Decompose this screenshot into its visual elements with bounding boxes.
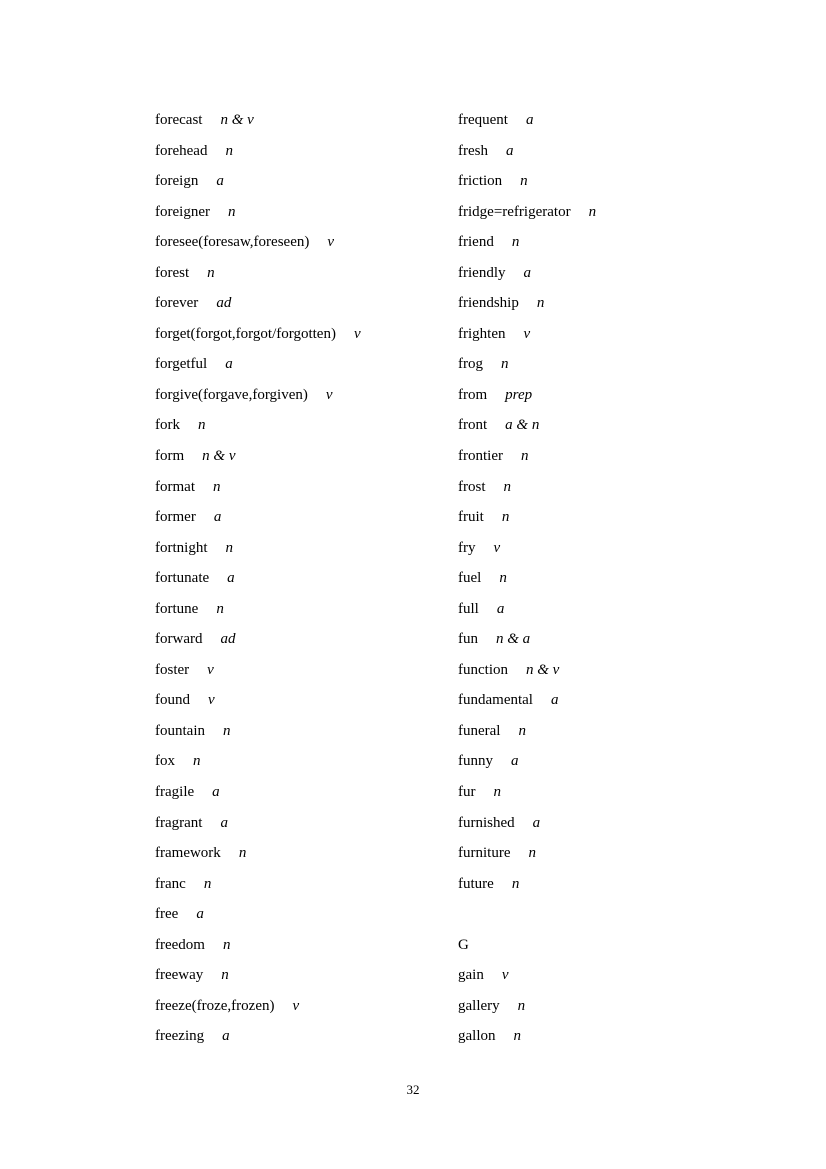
entry-word: former — [155, 509, 196, 526]
entry-word: full — [458, 600, 479, 617]
entry-word: franc — [155, 875, 186, 892]
vocab-entry — [458, 655, 596, 686]
entry-pos: ad — [220, 631, 236, 648]
entry-word: friction — [458, 173, 503, 190]
vocab-entry — [155, 991, 361, 1022]
entry-pos: n — [518, 722, 526, 739]
entry-word: form — [155, 448, 185, 465]
entry-word: forgetful — [155, 356, 208, 373]
vocab-entry — [458, 838, 596, 869]
entry-pos: a — [225, 356, 233, 373]
entry-word: fortnight — [155, 539, 208, 556]
entry-word: fortune — [155, 600, 199, 617]
entry-word: frontier — [458, 448, 503, 465]
vocab-entry — [458, 1021, 596, 1052]
vocab-entry — [458, 197, 596, 228]
entry-word: fresh — [458, 142, 488, 159]
entry-pos: n — [528, 845, 536, 862]
entry-word: forecast — [155, 112, 203, 128]
entry-pos: v — [207, 661, 214, 678]
entry-pos: n & v — [220, 112, 254, 128]
vocab-entry — [155, 502, 361, 533]
entry-pos: n & a — [496, 631, 531, 648]
entry-pos: prep — [505, 386, 533, 403]
vocab-entry — [155, 624, 361, 655]
spacer-row — [458, 899, 596, 930]
vocab-entry — [155, 410, 361, 441]
entry-word: front — [458, 417, 488, 434]
entry-word: freedom — [155, 936, 205, 953]
entry-word: forget(forgot,forgot/forgotten) — [155, 325, 336, 342]
entry-word: frequent — [458, 112, 508, 128]
vocab-entry — [155, 349, 361, 380]
entry-word: format — [155, 478, 195, 495]
vocab-entry — [458, 410, 596, 441]
entry-pos: v — [325, 386, 333, 403]
entry-word: funny — [458, 753, 493, 770]
vocab-entry — [155, 380, 361, 411]
entry-word: furniture — [458, 845, 511, 862]
entry-pos: n — [493, 784, 501, 801]
vocab-entry — [458, 441, 596, 472]
vocab-entry — [155, 319, 361, 350]
entry-word: fridge=refrigerator — [458, 203, 571, 220]
entry-pos: n — [501, 509, 510, 526]
vocab-entry — [155, 1021, 361, 1052]
vocab-entry — [155, 685, 361, 716]
entry-pos: n — [207, 264, 215, 281]
entry-word: fun — [458, 631, 478, 648]
entry-word: foresee(foresaw,foreseen) — [155, 234, 310, 251]
entry-pos: n — [221, 967, 229, 984]
vocab-entry — [155, 288, 361, 319]
vocab-entry — [458, 685, 596, 716]
entry-word: gallon — [458, 1028, 496, 1045]
entry-pos: a — [523, 264, 531, 281]
entry-pos: a — [212, 784, 220, 801]
vocab-entry — [458, 808, 596, 839]
entry-word: fruit — [458, 509, 484, 526]
entry-word: furnished — [458, 814, 515, 831]
section-letter-label: G — [458, 936, 469, 953]
vocab-entry — [155, 777, 361, 808]
entry-pos: a — [550, 692, 559, 709]
entry-word: forward — [155, 631, 203, 648]
entry-word: gallery — [458, 997, 500, 1014]
entry-pos: n — [520, 448, 529, 465]
entry-pos: a — [227, 570, 235, 587]
entry-pos: n — [203, 875, 212, 892]
entry-word: forest — [155, 264, 190, 281]
vocab-entry — [458, 716, 596, 747]
entry-word: foster — [155, 661, 190, 678]
entry-word: frog — [458, 356, 483, 373]
vocab-entry — [458, 258, 596, 289]
entry-word: function — [458, 661, 508, 678]
entry-pos: a — [525, 112, 534, 128]
entry-pos: a — [196, 906, 204, 923]
entry-word: fuel — [458, 570, 482, 587]
entry-word: freeze(froze,frozen) — [155, 997, 275, 1014]
left-column — [155, 105, 361, 1052]
entry-word: friend — [458, 234, 494, 251]
entry-word: fork — [155, 417, 180, 434]
vocab-entry — [155, 563, 361, 594]
entry-pos: v — [493, 539, 501, 556]
entry-pos: v — [523, 325, 531, 342]
vocab-entry — [458, 869, 596, 900]
entry-pos: n — [225, 142, 233, 159]
entry-pos: a — [216, 173, 224, 190]
vocab-entry — [458, 746, 596, 777]
entry-word: future — [458, 875, 494, 892]
vocab-entry — [458, 472, 596, 503]
entry-word: foreign — [155, 173, 199, 190]
vocab-entry — [458, 227, 596, 258]
vocab-entry — [458, 502, 596, 533]
entry-pos: ad — [216, 295, 232, 312]
entry-pos: n — [503, 478, 511, 495]
entry-pos: n — [212, 478, 221, 495]
entry-pos: n — [225, 539, 233, 556]
entry-word: fortunate — [155, 570, 210, 587]
vocab-entry — [458, 319, 596, 350]
entry-pos: n — [227, 203, 236, 220]
entry-word: freezing — [155, 1028, 205, 1045]
entry-word: forehead — [155, 142, 208, 159]
entry-word: fur — [458, 784, 476, 801]
entry-pos: a — [506, 142, 514, 159]
entry-pos: n — [513, 1028, 521, 1045]
vocab-entry — [155, 808, 361, 839]
entry-pos: n & v — [202, 448, 236, 465]
entry-pos: n — [588, 203, 597, 220]
vocab-entry — [155, 655, 361, 686]
vocab-entry — [155, 105, 361, 136]
entry-word: freeway — [155, 967, 204, 984]
vocab-entry — [155, 960, 361, 991]
entry-word: fountain — [155, 722, 205, 739]
entry-pos: a — [511, 753, 519, 770]
vocab-entry — [458, 380, 596, 411]
vocab-entry — [458, 349, 596, 380]
entry-pos: v — [327, 234, 335, 251]
entry-pos: n — [216, 600, 224, 617]
vocab-entry — [155, 472, 361, 503]
entry-pos: n — [499, 570, 507, 587]
entry-pos: v — [292, 997, 300, 1014]
entry-word: fragrant — [155, 814, 203, 831]
entry-word: frighten — [458, 325, 506, 342]
entry-word: forever — [155, 295, 199, 312]
vocab-entry — [458, 288, 596, 319]
vocab-entry — [458, 777, 596, 808]
entry-word: found — [155, 692, 190, 709]
vocab-entry — [155, 746, 361, 777]
vocab-entry — [155, 166, 361, 197]
vocab-entry — [458, 594, 596, 625]
entry-pos: n — [238, 845, 247, 862]
entry-word: foreigner — [155, 203, 210, 220]
entry-pos: n — [501, 356, 509, 373]
entry-word: friendly — [458, 264, 506, 281]
section-letter — [458, 930, 596, 961]
entry-pos: n — [536, 295, 545, 312]
vocab-entry — [155, 227, 361, 258]
entry-word: fundamental — [458, 692, 533, 709]
vocab-entry — [155, 533, 361, 564]
vocab-entry — [155, 930, 361, 961]
entry-word: frost — [458, 478, 486, 495]
entry-pos: v — [501, 967, 509, 984]
vocab-entry — [458, 166, 596, 197]
entry-pos: n & v — [526, 661, 560, 678]
right-column — [458, 105, 596, 1052]
vocab-entry — [155, 197, 361, 228]
entry-pos: a — [213, 509, 222, 526]
vocab-entry — [458, 960, 596, 991]
entry-word: gain — [458, 967, 484, 984]
vocab-entry — [458, 563, 596, 594]
entry-word: framework — [155, 845, 221, 862]
vocab-entry — [458, 624, 596, 655]
entry-pos: n — [222, 936, 231, 953]
vocab-entry — [155, 899, 361, 930]
entry-word: fox — [155, 753, 175, 770]
entry-word: fragile — [155, 784, 195, 801]
entry-pos: v — [353, 325, 361, 342]
vocab-entry — [155, 869, 361, 900]
entry-pos: n — [517, 997, 526, 1014]
entry-word: funeral — [458, 722, 501, 739]
entry-pos: v — [208, 692, 215, 709]
page-number: 32 — [406, 1082, 420, 1097]
entry-pos: a — [220, 814, 228, 831]
vocab-entry — [155, 258, 361, 289]
vocab-entry — [458, 136, 596, 167]
entry-pos: n — [520, 173, 528, 190]
vocab-entry — [458, 533, 596, 564]
entry-pos: n — [511, 875, 520, 892]
vocab-entry — [155, 594, 361, 625]
entry-pos: a — [222, 1028, 230, 1045]
entry-pos: a — [532, 814, 541, 831]
entry-word: from — [458, 386, 488, 403]
entry-word: fry — [458, 539, 476, 556]
vocab-entry — [155, 136, 361, 167]
entry-word: forgive(forgave,forgiven) — [155, 386, 308, 403]
entry-pos: n — [198, 417, 206, 434]
vocab-entry — [458, 105, 596, 136]
entry-word: friendship — [458, 295, 519, 312]
vocab-entry — [155, 716, 361, 747]
vocab-entry — [458, 991, 596, 1022]
entry-pos: a & n — [505, 417, 540, 434]
vocab-entry — [155, 441, 361, 472]
entry-pos: n — [511, 234, 520, 251]
vocab-entry — [155, 838, 361, 869]
entry-word: free — [155, 906, 179, 923]
entry-pos: a — [496, 600, 505, 617]
entry-pos: n — [193, 753, 201, 770]
entry-pos: n — [223, 722, 231, 739]
